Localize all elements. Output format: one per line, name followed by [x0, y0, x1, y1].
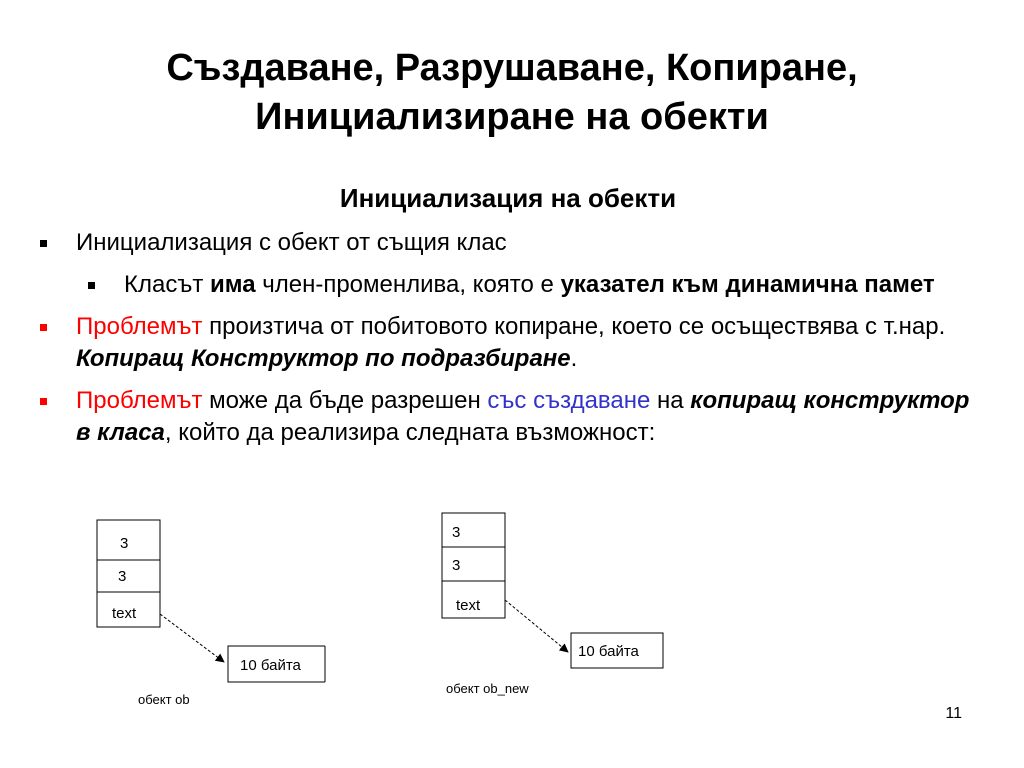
bullet-item-2: [40, 311, 980, 375]
object-field-cell: [97, 520, 160, 560]
pointer-arrow: [160, 614, 224, 662]
memory-block-label: 10 байта: [240, 657, 301, 674]
bullet-text: Инициализация с обект от същия клас: [76, 229, 507, 256]
bullet-text-bold: има: [210, 271, 256, 298]
object-ob-diagram: [97, 520, 325, 707]
object-caption: обект ob: [138, 692, 190, 707]
memory-diagrams: [0, 490, 1024, 720]
bullet-text-bold-italic: Копиращ Конструктор по подразбиране: [76, 345, 571, 372]
bullet-text-highlight: Проблемът: [76, 313, 203, 340]
field-value: 3: [452, 524, 461, 541]
field-value: 3: [452, 557, 461, 574]
square-bullet-icon: [40, 398, 47, 405]
field-value: 3: [118, 568, 127, 585]
bullet-text-part: произтича от побитовото копиране, което се осъществява с т.нар.: [202, 313, 946, 340]
bullet-text-part: на: [650, 387, 691, 414]
slide-title-line-2: Инициализиране на обекти: [255, 96, 769, 138]
page-number: 11: [945, 705, 962, 722]
bullet-text-blue: със създаване: [487, 387, 651, 414]
bullet-text-part: , който да реализира следната възможност:: [164, 419, 656, 446]
memory-block-label: 10 байта: [578, 643, 639, 660]
square-bullet-icon: [40, 240, 47, 247]
field-value: text: [112, 605, 137, 622]
square-bullet-icon: [88, 282, 95, 289]
sub-bullet-item: [88, 269, 980, 301]
object-ob-new-diagram: [442, 513, 663, 696]
object-field-cell: [97, 560, 160, 592]
bullet-item-3: [40, 385, 980, 449]
bullet-text-part: член-променлива, която е: [255, 271, 561, 298]
bullet-text-part: Класът: [124, 271, 210, 298]
square-bullet-icon: [40, 324, 47, 331]
slide-title-line-1: Създаване, Разрушаване, Копиране,: [166, 47, 858, 89]
bullet-list: [40, 227, 980, 479]
bullet-text-highlight: Проблемът: [76, 387, 203, 414]
bullet-text-part: може да бъде разрешен: [202, 387, 488, 414]
bullet-item-1: [40, 227, 980, 259]
bullet-text-bold: указател към динамична памет: [560, 271, 935, 298]
slide-subtitle: Инициализация на обекти: [339, 183, 677, 213]
field-value: text: [456, 597, 481, 614]
memory-diagram-svg: [0, 490, 1024, 720]
bullet-text-part: .: [570, 345, 578, 372]
object-caption: обект ob_new: [446, 681, 529, 696]
field-value: 3: [120, 535, 129, 552]
bullet-text-bold-italic: копиращ конструктор в класа: [76, 387, 970, 446]
pointer-arrow: [505, 600, 568, 652]
slide-title: [40, 44, 984, 142]
